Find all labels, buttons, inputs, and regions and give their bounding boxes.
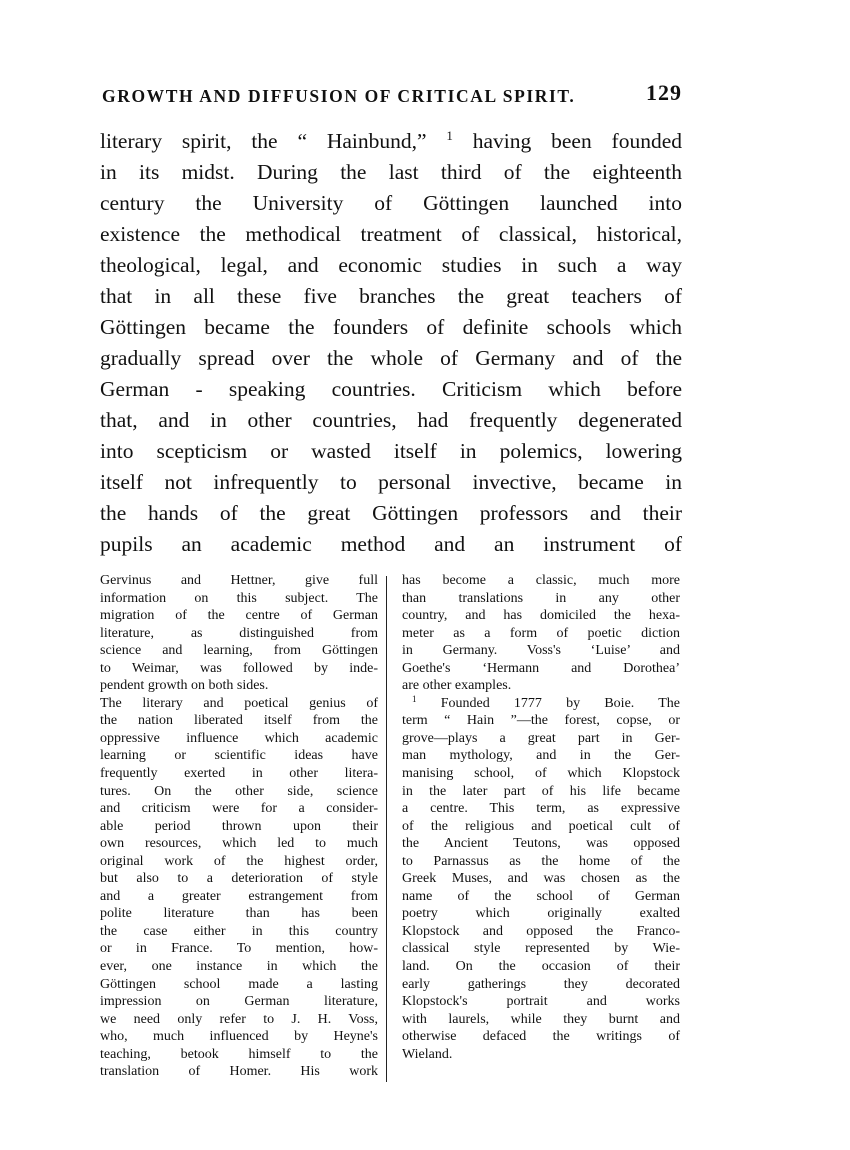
main-text-line: theological, legal, and economic studies in such a way	[100, 253, 682, 277]
footnote-line: poetry which originally exalted	[402, 906, 680, 922]
footnote-line: own resources, which led to much	[100, 836, 378, 852]
main-text-line: into scepticism or wasted itself in polemics, lowering	[100, 439, 682, 463]
footnotes	[100, 572, 684, 1092]
footnote-line: migration of the centre of German	[100, 608, 378, 624]
main-text-line: literary spirit, the “ Hainbund,” $^1$ having been founded	[100, 128, 682, 153]
footnote-line: translation of Homer. His work	[100, 1064, 378, 1080]
footnote-line: in Germany. Voss's ‘Luise’ and	[402, 643, 680, 659]
main-text-line: the hands of the great Göttingen professors and their	[100, 501, 682, 525]
footnote-line: manising school, of which Klopstock	[402, 766, 680, 782]
footnote-line: the case either in this country	[100, 923, 378, 939]
footnote-line: pendent growth on both sides.	[100, 678, 269, 694]
footnote-line: $^1$ Founded 1777 by Boie. The	[412, 693, 680, 711]
footnote-line: in the later part of his life became	[402, 783, 680, 799]
footnote-line: Göttingen school made a lasting	[100, 976, 378, 992]
footnote-line: grove—plays a great part in Ger-	[402, 730, 680, 746]
footnote-line: early gatherings they decorated	[402, 976, 680, 992]
column-divider	[386, 576, 387, 1082]
footnote-marker: 1	[412, 693, 417, 704]
footnote-line: but also to a deterioration of style	[100, 871, 378, 887]
footnote-line: than translations in any other	[402, 590, 680, 606]
footnote-line: we need only refer to J. H. Voss,	[100, 1011, 378, 1027]
footnote-line: a centre. This term, as expressive	[402, 801, 680, 817]
main-text-line: century the University of Göttingen launched into	[100, 191, 682, 215]
footnote-line: learning or scientific ideas have	[100, 748, 378, 764]
footnote-column-right	[402, 572, 680, 1063]
footnote-line: term “ Hain ”—the forest, copse, or	[402, 713, 680, 729]
main-text-line: Göttingen became the founders of definite schools which	[100, 315, 682, 339]
footnote-line: has become a classic, much more	[402, 573, 680, 588]
footnote-line: original work of the highest order,	[100, 853, 378, 869]
footnote-line: ever, one instance in which the	[100, 959, 378, 975]
footnote-line: polite literature than has been	[100, 906, 378, 922]
footnote-line: oppressive influence which academic	[100, 730, 378, 746]
footnote-line: Klopstock's portrait and works	[402, 994, 680, 1010]
main-text-line: pupils an academic method and an instrument of	[100, 532, 682, 556]
footnote-line: the nation liberated itself from the	[100, 713, 378, 729]
footnote-line: impression on German literature,	[100, 994, 378, 1010]
footnote-line: land. On the occasion of their	[402, 959, 680, 975]
footnote-line: to Weimar, was followed by inde-	[100, 660, 378, 676]
footnote-line: and a greater estrangement from	[100, 888, 378, 904]
footnote-reference: 1	[446, 128, 453, 143]
footnote-line: able period thrown upon their	[100, 818, 378, 834]
main-text-line: existence the methodical treatment of classical, historical,	[100, 222, 682, 246]
footnote-line: frequently exerted in other litera-	[100, 766, 378, 782]
running-head-title: GROWTH AND DIFFUSION OF CRITICAL SPIRIT.	[102, 86, 576, 106]
footnote-line: man mythology, and in the Ger-	[402, 748, 680, 764]
footnote-line: classical style represented by Wie-	[402, 941, 680, 957]
main-text-line: in its midst. During the last third of the eighteenth	[100, 160, 682, 184]
footnote-line: meter as a form of poetic diction	[402, 625, 680, 641]
footnote-line: name of the school of German	[402, 888, 680, 904]
footnote-column-left	[100, 572, 378, 1081]
page-number: 129	[646, 80, 682, 105]
footnote-line: Klopstock and opposed the Franco-	[402, 923, 680, 939]
footnote-line: with laurels, while they burnt and	[402, 1011, 680, 1027]
footnote-line: or in France. To mention, how-	[100, 941, 378, 957]
footnote-line: country, and has domiciled the hexa-	[402, 608, 680, 624]
footnote-line: and criticism were for a consider-	[100, 801, 378, 817]
main-text-line: itself not infrequently to personal invective, became in	[100, 470, 682, 494]
main-text	[100, 126, 682, 560]
footnote-line: to Parnassus as the home of the	[402, 853, 680, 869]
main-text-line: gradually spread over the whole of Germany and of the	[100, 346, 682, 370]
footnote-line: teaching, betook himself to the	[100, 1046, 378, 1062]
footnote-line: Gervinus and Hettner, give full	[100, 573, 378, 588]
footnote-line: science and learning, from Göttingen	[100, 643, 378, 659]
footnote-line: literature, as distinguished from	[100, 625, 378, 641]
footnote-line: tures. On the other side, science	[100, 783, 378, 799]
footnote-line: of the religious and poetical cult of	[402, 818, 680, 834]
footnote-line: Greek Muses, and was chosen as the	[402, 871, 680, 887]
footnote-line: The literary and poetical genius of	[100, 695, 378, 711]
footnote-line: Goethe's ‘Hermann and Dorothea’	[402, 660, 680, 676]
main-text-line: that in all these five branches the great teachers of	[100, 284, 682, 308]
footnote-line: the Ancient Teutons, was opposed	[402, 836, 680, 852]
main-text-line: German - speaking countries. Criticism which before	[100, 377, 682, 401]
footnote-line: otherwise defaced the writings of	[402, 1029, 680, 1045]
running-head	[102, 80, 682, 110]
footnote-line: are other examples.	[402, 678, 512, 694]
footnote-line: information on this subject. The	[100, 590, 378, 606]
main-text-line: that, and in other countries, had frequently degenerated	[100, 408, 682, 432]
footnote-line: who, much influenced by Heyne's	[100, 1029, 378, 1045]
footnote-line: Wieland.	[402, 1046, 453, 1062]
